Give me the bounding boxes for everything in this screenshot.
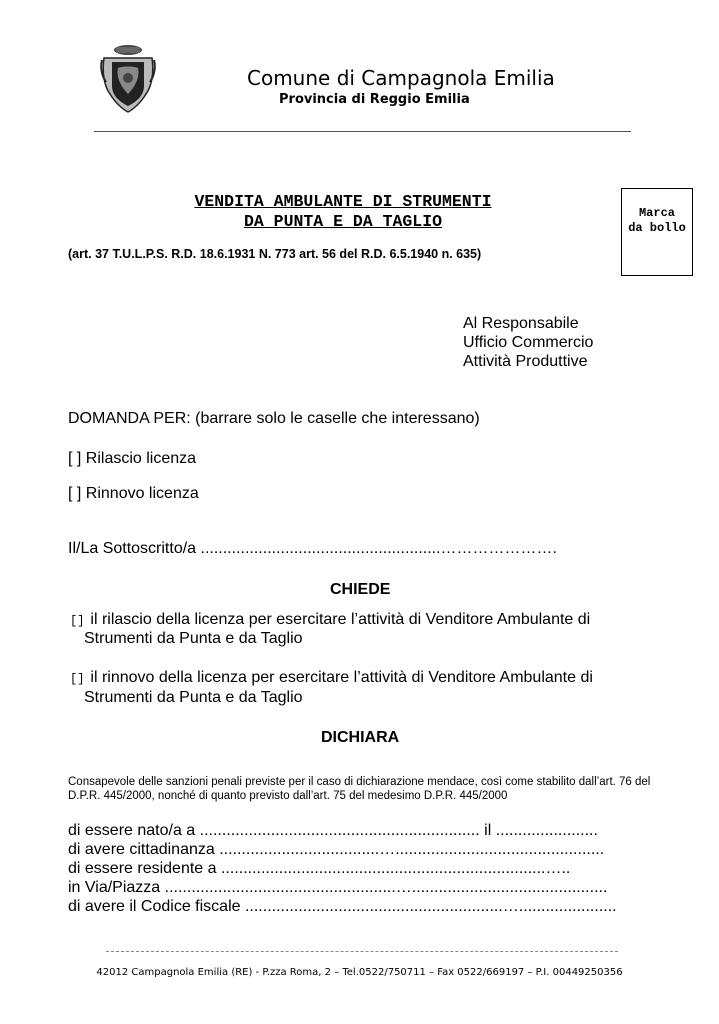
domanda-label: DOMANDA PER: (barrare solo le caselle che interessano) (68, 410, 480, 427)
domanda-option-rilascio[interactable]: [ ] Rilascio licenza (68, 450, 197, 467)
chiede-heading: CHIEDE (330, 581, 391, 598)
field-codice-fiscale[interactable]: di avere il Codice fiscale ..........................................................…...................... (68, 898, 617, 915)
field-residente[interactable]: di essere residente a .........................................................................….. (68, 860, 571, 877)
chiede-rilascio-text: il rilascio della licenza per esercitare l’attività di Venditore Ambulante di (90, 611, 591, 628)
checkbox[interactable]: [] (70, 672, 85, 686)
recipient-line-1: Al Responsabile (463, 315, 579, 332)
chiede-option-rinnovo[interactable] (70, 669, 593, 687)
provincia-subtitle: Provincia di Reggio Emilia (279, 92, 470, 107)
marca-da-bollo-box (621, 188, 693, 276)
field-nato-a[interactable]: di essere nato/a a ............................................................... il ....................... (68, 822, 598, 839)
dichiara-heading: DICHIARA (321, 729, 400, 746)
chiede-rinnovo-text-line-2: Strumenti da Punta e da Taglio (84, 689, 303, 706)
document-title-line-1: VENDITA AMBULANTE DI STRUMENTI (194, 192, 492, 211)
coat-of-arms-logo (100, 42, 156, 114)
header-divider (94, 131, 631, 132)
comune-title: Comune di Campagnola Emilia (247, 66, 555, 90)
footer-address: 42012 Campagnola Emilia (RE) - P.zza Roma, 2 – Tel.0522/750711 – Fax 0522/669197 – P.I. 00449250356 (96, 967, 623, 978)
chiede-option-rilascio[interactable] (70, 611, 590, 629)
domanda-option-rinnovo[interactable]: [ ] Rinnovo licenza (68, 485, 199, 502)
bollo-label-line-1: Marca (638, 206, 675, 220)
legal-reference: (art. 37 T.U.L.P.S. R.D. 18.6.1931 N. 773 art. 56 del R.D. 6.5.1940 n. 635) (68, 247, 482, 261)
sottoscritto-field[interactable]: Il/La Sottoscritto/a ......................................................…………………. (68, 540, 557, 557)
chiede-rilascio-text-line-2: Strumenti da Punta e da Taglio (84, 630, 303, 647)
footer-divider (106, 951, 618, 952)
checkbox[interactable]: [] (70, 614, 85, 628)
field-cittadinanza[interactable]: di avere cittadinanza ....................................…............................................... (68, 841, 605, 858)
recipient-line-3: Attività Produttive (463, 353, 588, 370)
consapevole-paragraph: Consapevole delle sanzioni penali previste per il caso di dichiarazione mendace, così come stabilito dall’art. 76 del D.P.R. 445/2000, nonché di quanto previsto dall’art. 75 del medesimo D.P.R. 445/2000 (68, 776, 651, 802)
field-via-piazza[interactable]: in Via/Piazza ....................................................…............................................ (68, 879, 608, 896)
chiede-rinnovo-text: il rinnovo della licenza per esercitare l’attività di Venditore Ambulante di (90, 669, 593, 686)
document-title-line-2: DA PUNTA E DA TAGLIO (243, 212, 443, 231)
recipient-line-2: Ufficio Commercio (463, 334, 594, 351)
bollo-label-line-2: da bollo (628, 221, 686, 235)
